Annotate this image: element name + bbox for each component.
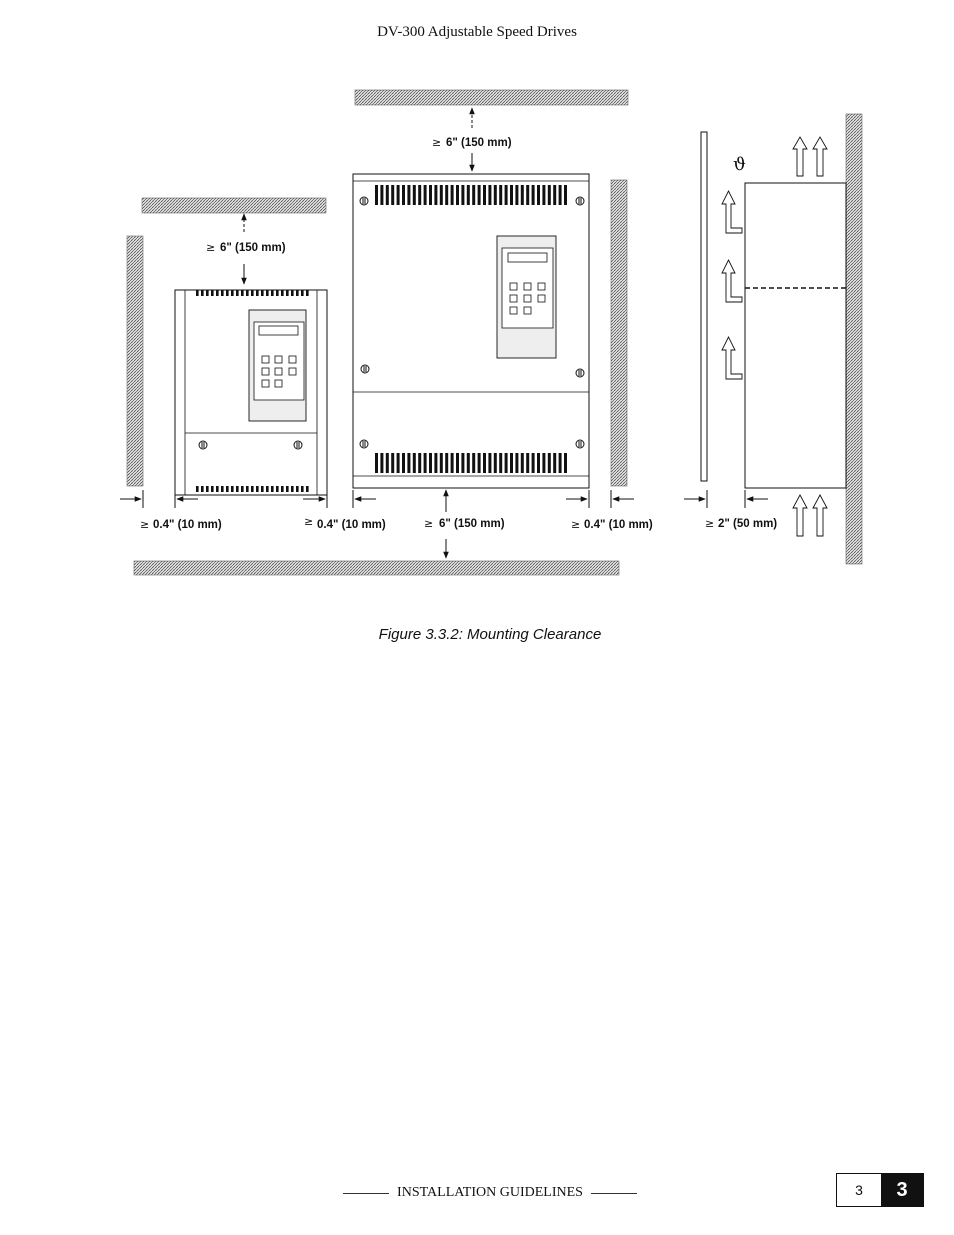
ge-symbol: ≥ — [304, 515, 314, 528]
small-drive-keypad — [249, 310, 306, 421]
label-large-right: 0.4" (10 mm) — [584, 519, 653, 531]
label-small-left: 0.4" (10 mm) — [153, 519, 222, 531]
footer — [330, 1183, 650, 1203]
label-small-right: 0.4" (10 mm) — [317, 519, 386, 531]
page-number-box — [836, 1173, 924, 1207]
figure-caption: Figure 3.3.2: Mounting Clearance — [378, 626, 602, 643]
wall-side-view — [846, 114, 862, 564]
label-large-bottom: 6" (150 mm) — [439, 518, 505, 530]
wall-top-large — [355, 90, 628, 105]
page-number: 3 — [855, 1182, 863, 1198]
ge-symbol: ≥ — [140, 518, 150, 531]
label-side-gap: 2" (50 mm) — [718, 518, 778, 530]
ge-symbol: ≥ — [206, 241, 216, 254]
ge-symbol: ≥ — [432, 136, 442, 149]
chapter-tab: 3 — [881, 1174, 923, 1206]
wall-right-large — [611, 180, 627, 486]
ge-symbol: ≥ — [705, 517, 715, 530]
footer-rule-left — [343, 1193, 389, 1194]
small-drive — [175, 290, 327, 495]
large-drive-keypad — [497, 236, 556, 358]
label-small-top: 6" (150 mm) — [220, 242, 286, 254]
small-drive-top-vents — [196, 290, 309, 296]
label-large-top: 6" (150 mm) — [446, 137, 512, 149]
wall-bottom — [134, 561, 619, 575]
page-header: DV-300 Adjustable Speed Drives — [377, 24, 577, 40]
ge-symbol: ≥ — [571, 518, 581, 531]
temperature-symbol: ϑ — [733, 154, 746, 175]
side-view — [701, 132, 846, 536]
mounting-clearance-figure — [0, 0, 954, 600]
wall-left-small — [127, 236, 143, 486]
wall-top-small — [142, 198, 326, 213]
ge-symbol: ≥ — [424, 517, 434, 530]
footer-section-title: INSTALLATION GUIDELINES — [397, 1185, 583, 1200]
footer-rule-right — [591, 1193, 637, 1194]
small-drive-bottom-vents — [196, 486, 309, 492]
large-drive — [353, 174, 589, 488]
